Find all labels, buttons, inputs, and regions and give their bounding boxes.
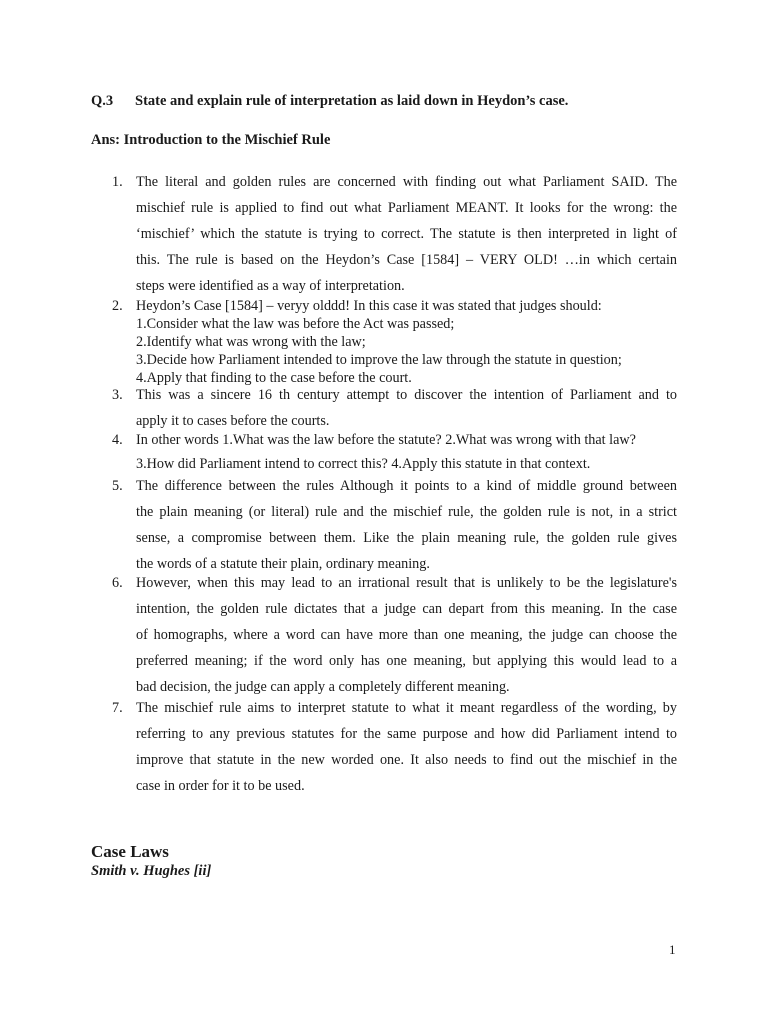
point-line: This was a sincere 16 th century attempt to discover the intention of Parliament and to: [136, 387, 677, 403]
point-number: 6.: [112, 575, 123, 591]
point-line: 4.Apply that finding to the case before the court.: [136, 370, 412, 386]
point-line: The literal and golden rules are concerned with finding out what Parliament SAID. The: [136, 174, 677, 190]
point-body: [136, 169, 677, 295]
point-body: [136, 473, 677, 573]
point-line: However, when this may lead to an irrational result that is unlikely to be the legislature's: [136, 575, 677, 591]
point-line: ‘mischief’ which the statute is trying to correct. The statute is then interpreted in light of: [136, 226, 677, 242]
point-line: apply it to cases before the courts.: [136, 413, 330, 429]
point-line: The mischief rule aims to interpret statute to what it meant regardless of the wording, by: [136, 700, 677, 716]
point-number: 7.: [112, 700, 123, 716]
point-line: steps were identified as a way of interpretation.: [136, 278, 405, 294]
point-body: [136, 427, 677, 473]
point-line: intention, the golden rule dictates that a judge can depart from this meaning. In the case: [136, 601, 677, 617]
point-line: preferred meaning; if the word only has one meaning, but applying this would lead to a: [136, 653, 677, 669]
point-number: 2.: [112, 298, 123, 314]
point-line: 3.Decide how Parliament intended to improve the law through the statute in question;: [136, 352, 622, 368]
point-number: 1.: [112, 174, 123, 190]
point-number: 5.: [112, 478, 123, 494]
point-body: [136, 695, 677, 799]
section-heading-case-laws: Case Laws: [91, 842, 169, 861]
point-line: In other words 1.What was the law before the statute? 2.What was wrong with that law?: [136, 432, 636, 448]
point-number: 3.: [112, 387, 123, 403]
point-line: the plain meaning (or literal) rule and the mischief rule, the golden rule is not, in a strict: [136, 504, 677, 520]
question-line: [91, 93, 568, 110]
point-line: mischief rule is applied to find out what Parliament MEANT. It looks for the wrong: the: [136, 200, 677, 216]
point-line: of homographs, where a word can have more than one meaning, the judge can choose the: [136, 627, 677, 643]
point-line: bad decision, the judge can apply a completely different meaning.: [136, 679, 510, 695]
point-line: case in order for it to be used.: [136, 778, 305, 794]
point-line: 2.Identify what was wrong with the law;: [136, 334, 366, 350]
point-number: 4.: [112, 432, 123, 448]
point-line: 1.Consider what the law was before the Act was passed;: [136, 316, 455, 332]
point-body: [136, 570, 677, 696]
point-line: Heydon’s Case [1584] – veryy olddd! In this case it was stated that judges should:: [136, 298, 602, 314]
question-text: State and explain rule of interpretation as laid down in Heydon’s case.: [135, 93, 569, 109]
point-line: 3.How did Parliament intend to correct this? 4.Apply this statute in that context.: [136, 456, 591, 472]
point-line: this. The rule is based on the Heydon’s Case [1584] – VERY OLD! …in which certain: [136, 252, 677, 268]
point-body: [136, 382, 677, 430]
point-line: improve that statute in the new worded one. It also needs to find out the mischief in the: [136, 752, 677, 768]
point-line: sense, a compromise between them. Like the plain meaning rule, the golden rule gives: [136, 530, 677, 546]
answer-heading: Ans: Introduction to the Mischief Rule: [91, 132, 331, 148]
point-line: The difference between the rules Although it points to a kind of middle ground between: [136, 478, 677, 494]
point-line: referring to any previous statutes for the same purpose and how did Parliament intend to: [136, 726, 677, 742]
case-title: Smith v. Hughes [ii]: [91, 863, 212, 879]
page-number: 1: [669, 942, 676, 957]
question-number: Q.3: [91, 93, 114, 109]
point-line: the words of a statute their plain, ordinary meaning.: [136, 556, 430, 572]
point-body: [136, 297, 677, 387]
